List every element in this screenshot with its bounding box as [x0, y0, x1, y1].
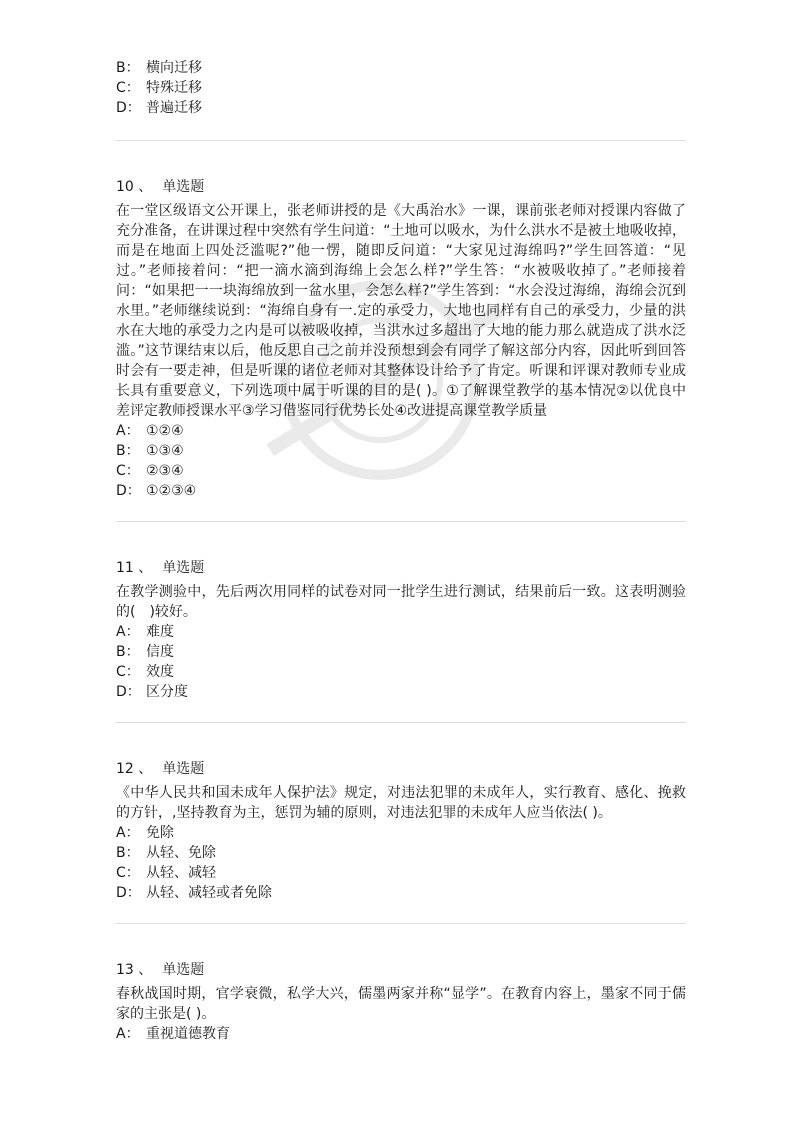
- document-page: [116, 58, 686, 1044]
- question-13: [116, 960, 686, 1044]
- question-9-tail: [116, 58, 686, 118]
- option-c[interactable]: C： 特殊迁移: [116, 80, 202, 96]
- option-d[interactable]: D： 普遍迁移: [116, 100, 202, 116]
- question-header: 10 、 单选题: [116, 179, 205, 195]
- question-header: 12 、 单选题: [116, 761, 205, 777]
- question-12: [116, 759, 686, 903]
- question-text: 在一堂区级语文公开课上，张老师讲授的是《大禹治水》一课，课前张老师对授课内容做了充分准备，在讲课过程中突然有学生问道：“土地可以吸水，为什么洪水不是被土地吸收掉，而是在地面上四处泛滥呢?”他一愣，随即反问道：“大家见过海绵吗?”学生回答道：“见过。”老师接着问：“把一滴水滴到海绵上会怎么样?”学生答：“水被吸收掉了。”老师接着问：“如果把一一块海绵放到一盆水里，会怎么样?”学生答到：“水会没过海绵，海绵会沉到水里。”老师继续说到：“海绵自身有一.定的承受力，大地也同样有自己的承受力，少量的洪水在大地的承受力之内是可以被吸收掉，当洪水过多超出了大地的能力那么就造成了洪水泛滥。”这节课结束以后，他反思自己之前并没预想到会有同学了解这部分内容，因此听到回答时会有一要走神，但是听课的诸位老师对其整体设计给予了肯定。听课和评课对教师专业成长具有重要意义，下列选项中属于听课的目的是( )。①了解课堂教学的基本情况②以优良中差评定教师授课水平③学习借鉴同行优势长处④改进提高课堂教学质量: [116, 203, 686, 419]
- option-c[interactable]: C： 效度: [116, 664, 174, 680]
- question-text: 在教学测验中，先后两次用同样的试卷对同一批学生进行测试，结果前后一致。这表明测验的( )较好。: [116, 584, 686, 620]
- divider: [116, 923, 686, 924]
- option-a[interactable]: A： 难度: [116, 624, 174, 640]
- option-b[interactable]: B： 信度: [116, 644, 174, 660]
- divider: [116, 521, 686, 522]
- question-10: [116, 177, 686, 501]
- option-c[interactable]: C： 从轻、减轻: [116, 865, 216, 881]
- question-header: 11 、 单选题: [116, 560, 205, 576]
- question-header: 13 、 单选题: [116, 962, 205, 978]
- option-d[interactable]: D： 从轻、减轻或者免除: [116, 885, 272, 901]
- question-text: 《中华人民共和国未成年人保护法》规定，对违法犯罪的未成年人，实行教育、感化、挽救的方针，,坚持教育为主，惩罚为辅的原则，对违法犯罪的未成年人应当依法( )。: [116, 785, 686, 821]
- option-d[interactable]: D： 区分度: [116, 684, 188, 700]
- question-11: [116, 558, 686, 702]
- divider: [116, 140, 686, 141]
- option-a[interactable]: A： 重视道德教育: [116, 1026, 230, 1042]
- option-b[interactable]: B： 横向迁移: [116, 60, 202, 76]
- option-a[interactable]: A： ①②④: [116, 423, 184, 439]
- option-d[interactable]: D： ①②③④: [116, 483, 197, 499]
- question-text: 春秋战国时期，官学衰微，私学大兴，儒墨两家并称“显学”。在教育内容上，墨家不同于儒家的主张是( )。: [116, 986, 686, 1022]
- divider: [116, 722, 686, 723]
- option-c[interactable]: C： ②③④: [116, 463, 184, 479]
- option-a[interactable]: A： 免除: [116, 825, 174, 841]
- option-b[interactable]: B： ①③④: [116, 443, 184, 459]
- option-b[interactable]: B： 从轻、免除: [116, 845, 216, 861]
